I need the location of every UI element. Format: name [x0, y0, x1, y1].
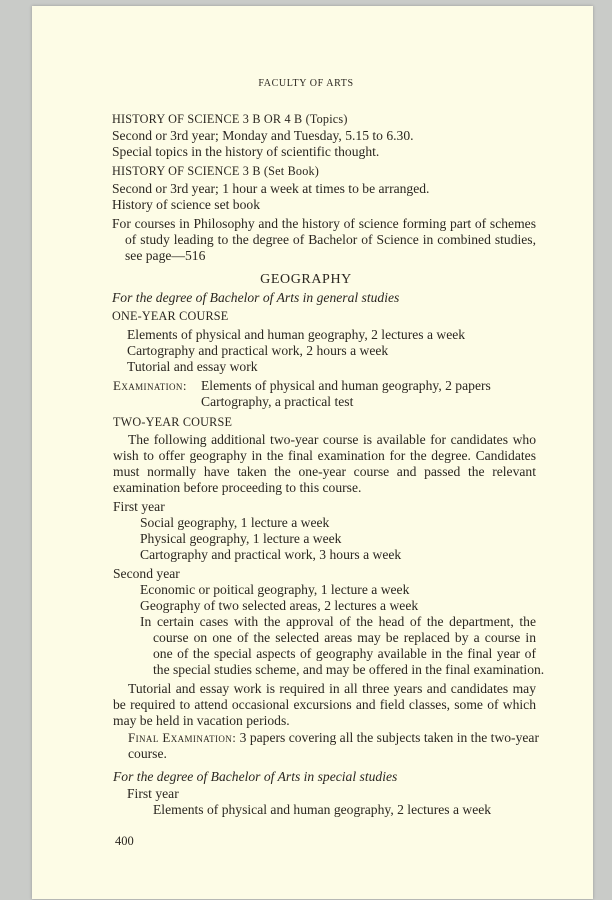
tutorial-text: Tutorial and essay work is required in all three years and candidates may [128, 681, 536, 696]
course-item: Social geography, 1 lecture a week [140, 515, 330, 530]
intro-line [113, 464, 536, 480]
tutorial-text: be required to attend occasional excursions and field classes, some of which [113, 697, 536, 712]
text-line: History of science set book [112, 197, 260, 212]
tutorial-text: may be held in vacation periods. [113, 713, 290, 728]
note-text: course on one of the selected areas may be replaced by a course in [153, 630, 536, 645]
intro-text: wish to offer geography in the final examination for the degree. Candidates [113, 448, 536, 463]
intro-text: examination before proceeding to this course. [113, 480, 362, 495]
note-text: the special studies scheme, and may be offered in the final examination. [153, 662, 545, 677]
course-item: Cartography and practical work, 2 hours a week [127, 343, 389, 358]
note-line [125, 232, 536, 248]
degree-heading-general: For the degree of Bachelor of Arts in general studies [112, 290, 400, 305]
intro-line [113, 448, 536, 464]
note-line [153, 662, 545, 678]
section-title-geography: GEOGRAPHY [260, 272, 352, 287]
examination-label: Examination: [113, 378, 187, 393]
course-item: Physical geography, 1 lecture a week [140, 531, 342, 546]
tutorial-line [113, 697, 536, 713]
text-line: Special topics in the history of scientific thought. [112, 144, 380, 159]
running-head: FACULTY OF ARTS [258, 78, 354, 89]
examination-item: Cartography, a practical test [201, 394, 354, 409]
first-year-label: First year [113, 499, 165, 514]
course-item: Tutorial and essay work [127, 359, 258, 374]
intro-text: must normally have taken the one-year course and passed the relevant [113, 464, 536, 479]
note-text: In certain cases with the approval of the head of the department, the [140, 614, 536, 629]
intro-line [128, 432, 536, 448]
note-line [153, 630, 536, 646]
final-exam-text: course. [128, 746, 167, 761]
course-item: Elements of physical and human geography, 2 lectures a week [153, 802, 492, 817]
course-heading-hos-setbook: HISTORY OF SCIENCE 3 B (Set Book) [112, 164, 320, 178]
note-line [112, 216, 536, 232]
note-text: For courses in Philosophy and the history of science forming part of schemes [112, 216, 536, 231]
note-text: see page—516 [125, 248, 206, 263]
course-heading-hos-topics: HISTORY OF SCIENCE 3 B OR 4 B (Topics) [112, 112, 348, 126]
text-line: Second or 3rd year; Monday and Tuesday, 5.15 to 6.30. [112, 128, 414, 143]
special-first-year-label: First year [127, 786, 179, 801]
one-year-course-heading: ONE-YEAR COURSE [112, 309, 229, 323]
degree-heading-special: For the degree of Bachelor of Arts in special studies [113, 769, 398, 784]
intro-text: The following additional two-year course is available for candidates who [128, 432, 536, 447]
course-item: Elements of physical and human geography, 2 lectures a week [127, 327, 466, 342]
tutorial-line [128, 681, 536, 697]
final-exam-label: Final Examination: [128, 730, 237, 745]
page-number: 400 [115, 834, 134, 848]
note-line [140, 614, 536, 630]
note-text: one of the special aspects of geography available in the final year of [153, 646, 536, 661]
note-text: of study leading to the degree of Bachelor of Science in combined studies, [125, 232, 536, 247]
note-line [153, 646, 536, 662]
course-item: Geography of two selected areas, 2 lectures a week [140, 598, 419, 613]
examination-item: Elements of physical and human geography, 2 papers [201, 378, 491, 393]
final-exam-line [128, 730, 539, 746]
text-line: Second or 3rd year; 1 hour a week at times to be arranged. [112, 181, 430, 196]
final-exam-text: 3 papers covering all the subjects taken in the two-year [239, 730, 539, 745]
second-year-label: Second year [113, 566, 180, 581]
course-item: Economic or poitical geography, 1 lecture a week [140, 582, 410, 597]
two-year-course-heading: TWO-YEAR COURSE [113, 415, 233, 429]
course-item: Cartography and practical work, 3 hours a week [140, 547, 402, 562]
